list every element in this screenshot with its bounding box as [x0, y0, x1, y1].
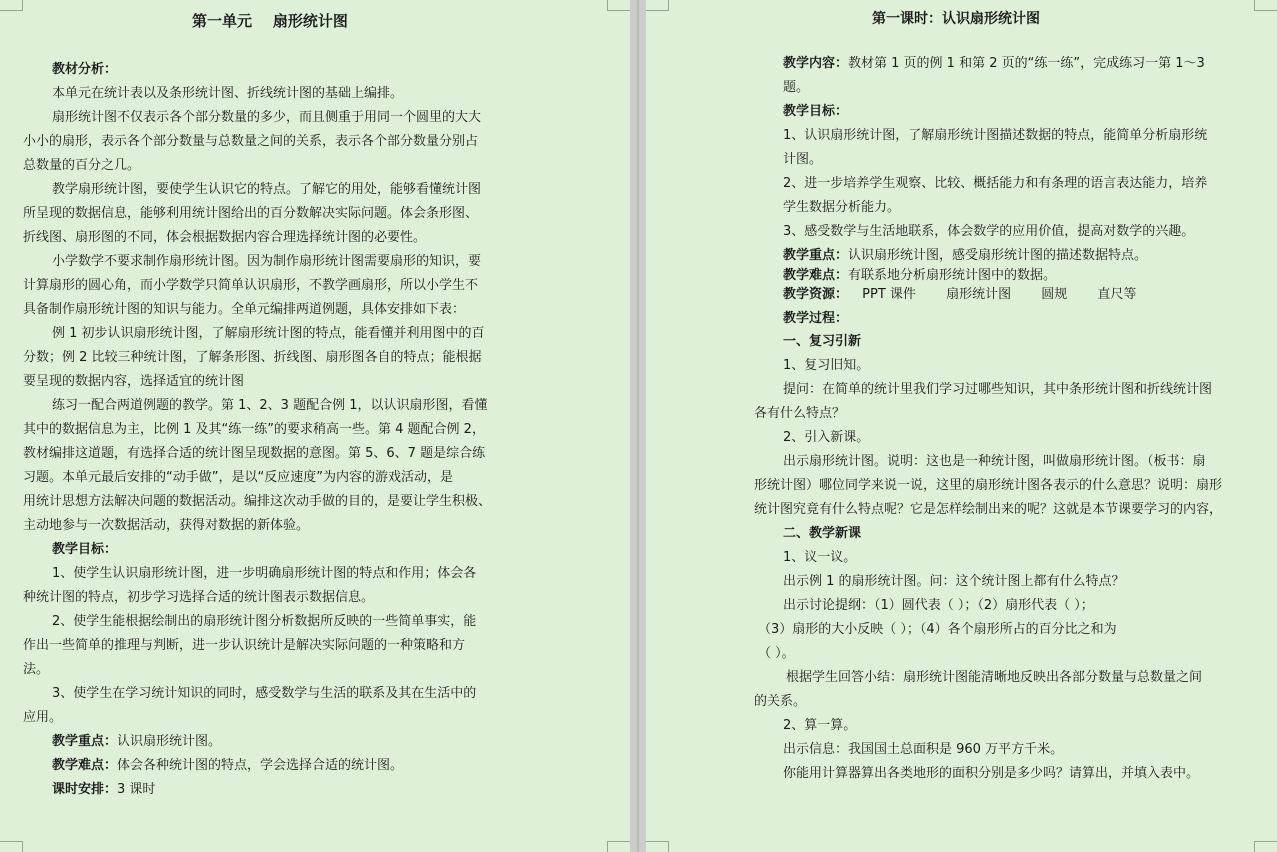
unit-title: 第一单元 扇形统计图 — [192, 12, 348, 30]
content-text: 教材第 1 页的例 1 和第 2 页的“练一练”，完成练习一第 1～3 — [848, 56, 1205, 71]
paragraph-line: 2、算一算。 — [783, 718, 857, 733]
key-point-label: 教学重点： — [783, 248, 849, 263]
paragraph-line: 你能用计算器算出各类地形的面积分别是多少吗？请算出，并填入表中。 — [783, 766, 1200, 781]
paragraph-line: 习题。本单元最后安排的“动手做”，是以“反应速度”为内容的游戏活动，是 — [23, 470, 453, 485]
paragraph-line: 各有什么特点？ — [754, 406, 846, 421]
resources-line — [783, 287, 1136, 303]
paragraph-line: （3）扇形的大小反映（ ）；（4）各个扇形所占的百分比之和为 — [758, 622, 1117, 637]
paragraph-line: 1、使学生认识扇形统计图，进一步明确扇形统计图的特点和作用；体会各 — [52, 566, 477, 581]
paragraph-line: 例 1 初步认识扇形统计图，了解扇形统计图的特点，能看懂并利用图中的百 — [52, 326, 485, 341]
crop-mark — [1254, 841, 1277, 852]
paragraph-line: 2、引入新课。 — [783, 430, 870, 445]
paragraph-line: 学生数据分析能力。 — [783, 200, 901, 215]
section-heading: 二、教学新课 — [783, 526, 862, 541]
paragraph-line: 用统计思想方法解决问题的数据活动。编排这次动手做的目的，是要让学生积极、 — [23, 494, 492, 509]
key-point-line — [52, 734, 221, 750]
paragraph-line: 作出一些简单的推理与判断，进一步认识统计是解决实际问题的一种策略和方 — [23, 638, 466, 653]
section-heading: 一、复习引新 — [783, 334, 862, 349]
section-heading: 教学目标： — [783, 104, 849, 119]
paragraph-line: 1、认识扇形统计图，了解扇形统计图描述数据的特点，能简单分析扇形统 — [783, 128, 1208, 143]
paragraph-line: 的关系。 — [754, 694, 807, 709]
paragraph-line: 2、使学生能根据绘制出的扇形统计图分析数据所反映的一些简单事实，能 — [52, 614, 477, 629]
paragraph-line: 1、复习旧知。 — [783, 358, 870, 373]
crop-mark — [646, 841, 669, 852]
paragraph-line: 出示信息：我国国土总面积是 960 万平方千米。 — [783, 742, 1064, 757]
content-line — [783, 56, 1205, 72]
paragraph-line: 出示讨论提纲：（1）圆代表（ ）；（2）扇形代表（ ）； — [783, 598, 1094, 613]
paragraph-line: 具备制作扇形统计图的知识与能力。全单元编排两道例题，具体安排如下表： — [23, 302, 466, 317]
paragraph-line: 3、感受数学与生活地联系，体会数学的应用价值，提高对数学的兴趣。 — [783, 224, 1195, 239]
paragraph-line: 出示例 1 的扇形统计图。问：这个统计图上都有什么特点？ — [783, 574, 1125, 589]
paragraph-line: 2、进一步培养学生观察、比较、概括能力和有条理的语言表达能力，培养 — [783, 176, 1208, 191]
crop-mark — [607, 841, 630, 852]
difficulty-label: 教学难点： — [783, 268, 849, 283]
hours-line — [52, 782, 155, 798]
section-heading: 教材分析： — [52, 62, 118, 77]
difficulty-text: 体会各种统计图的特点，学会选择合适的统计图。 — [117, 758, 404, 773]
resource-item: PPT 课件 — [862, 287, 916, 302]
difficulty-label: 教学难点： — [52, 758, 118, 773]
paragraph-line: 计算扇形的圆心角，而小学数学只简单认识扇形，不教学画扇形，所以小学生不 — [23, 278, 479, 293]
paragraph-line: 主动地参与一次数据活动，获得对数据的新体验。 — [23, 518, 310, 533]
paragraph-line: 应用。 — [23, 710, 63, 725]
right-page — [646, 0, 1277, 852]
resource-item: 扇形统计图 — [946, 287, 1012, 302]
paragraph-line: 统计图究竟有什么特点呢？它是怎样绘制出来的呢？这就是本节课要学习的内容， — [754, 502, 1223, 517]
paragraph-line: 小小的扇形，表示各个部分数量与总数量之间的关系，表示各个部分数量分别占 — [23, 134, 479, 149]
paragraph-line: 形统计图）哪位同学来说一说，这里的扇形统计图各表示的什么意思？说明：扇形 — [754, 478, 1223, 493]
paragraph-line: 扇形统计图不仅表示各个部分数量的多少，而且侧重于用同一个圆里的大大 — [52, 110, 482, 125]
content-label: 教学内容： — [783, 56, 849, 71]
key-point-line — [783, 248, 1147, 264]
hours-label: 课时安排： — [52, 782, 118, 797]
paragraph-line: 题。 — [783, 80, 810, 95]
paragraph-line: 种统计图的特点，初步学习选择合适的统计图表示数据信息。 — [23, 590, 375, 605]
paragraph-line: 法。 — [23, 662, 50, 677]
left-page — [0, 0, 630, 852]
difficulty-line — [52, 758, 403, 774]
section-heading: 教学过程： — [783, 311, 849, 326]
paragraph-line: 计图。 — [783, 152, 823, 167]
resource-item: 圆规 — [1041, 287, 1068, 302]
paragraph-line: 分数；例 2 比较三种统计图，了解条形图、折线图、扇形图各自的特点；能根据 — [23, 350, 482, 365]
paragraph-line: 3、使学生在学习统计知识的同时，感受数学与生活的联系及其在生活中的 — [52, 686, 477, 701]
resources-label: 教学资源： — [783, 287, 849, 302]
paragraph-line: 小学数学不要求制作扇形统计图。因为制作扇形统计图需要扇形的知识，要 — [52, 254, 482, 269]
difficulty-line — [783, 268, 1056, 284]
paragraph-line: 练习一配合两道例题的教学。第 1、2、3 题配合例 1，以认识扇形图，看懂 — [52, 398, 488, 413]
paragraph-line: 1、议一议。 — [783, 550, 857, 565]
paragraph-line: 总数量的百分之几。 — [23, 158, 141, 173]
hours-text: 3 课时 — [117, 782, 156, 797]
paragraph-line: 教材编排这道题，有选择合适的统计图呈现数据的意图。第 5、6、7 题是综合练 — [23, 446, 486, 461]
crop-mark — [0, 841, 23, 852]
paragraph-line: 本单元在统计表以及条形统计图、折线统计图的基础上编排。 — [52, 86, 404, 101]
paragraph-line: 出示扇形统计图。说明：这也是一种统计图，叫做扇形统计图。（板书：扇 — [783, 454, 1206, 469]
paragraph-line: 要呈现的数据内容，选择适宜的统计图 — [23, 374, 245, 389]
lesson-title: 第一课时：认识扇形统计图 — [872, 11, 1040, 27]
section-heading: 教学目标： — [52, 542, 118, 557]
paragraph-line: （ ）。 — [758, 646, 795, 661]
key-point-label: 教学重点： — [52, 734, 118, 749]
resource-item: 直尺等 — [1097, 287, 1137, 302]
difficulty-text: 有联系地分析扇形统计图中的数据。 — [848, 268, 1057, 283]
paragraph-line: 折线图、扇形图的不同，体会根据数据内容合理选择统计图的必要性。 — [23, 230, 427, 245]
paragraph-line: 其中的数据信息为主，比例 1 及其“练一练”的要求稍高一些。第 4 题配合例 2， — [23, 422, 485, 437]
paragraph-line: 教学扇形统计图，要使学生认识它的特点。了解它的用处，能够看懂统计图 — [52, 182, 482, 197]
paragraph-line: 根据学生回答小结：扇形统计图能清晰地反映出各部分数量与总数量之间 — [786, 670, 1203, 685]
key-point-text: 认识扇形统计图。 — [117, 734, 222, 749]
paragraph-line: 提问：在简单的统计里我们学习过哪些知识，其中条形统计图和折线统计图 — [783, 382, 1213, 397]
page-gutter — [630, 0, 646, 852]
crop-mark — [607, 0, 630, 11]
paragraph-line: 所呈现的数据信息，能够利用统计图给出的百分数解决实际问题。体会条形图、 — [23, 206, 479, 221]
key-point-text: 认识扇形统计图，感受扇形统计图的描述数据特点。 — [848, 248, 1148, 263]
